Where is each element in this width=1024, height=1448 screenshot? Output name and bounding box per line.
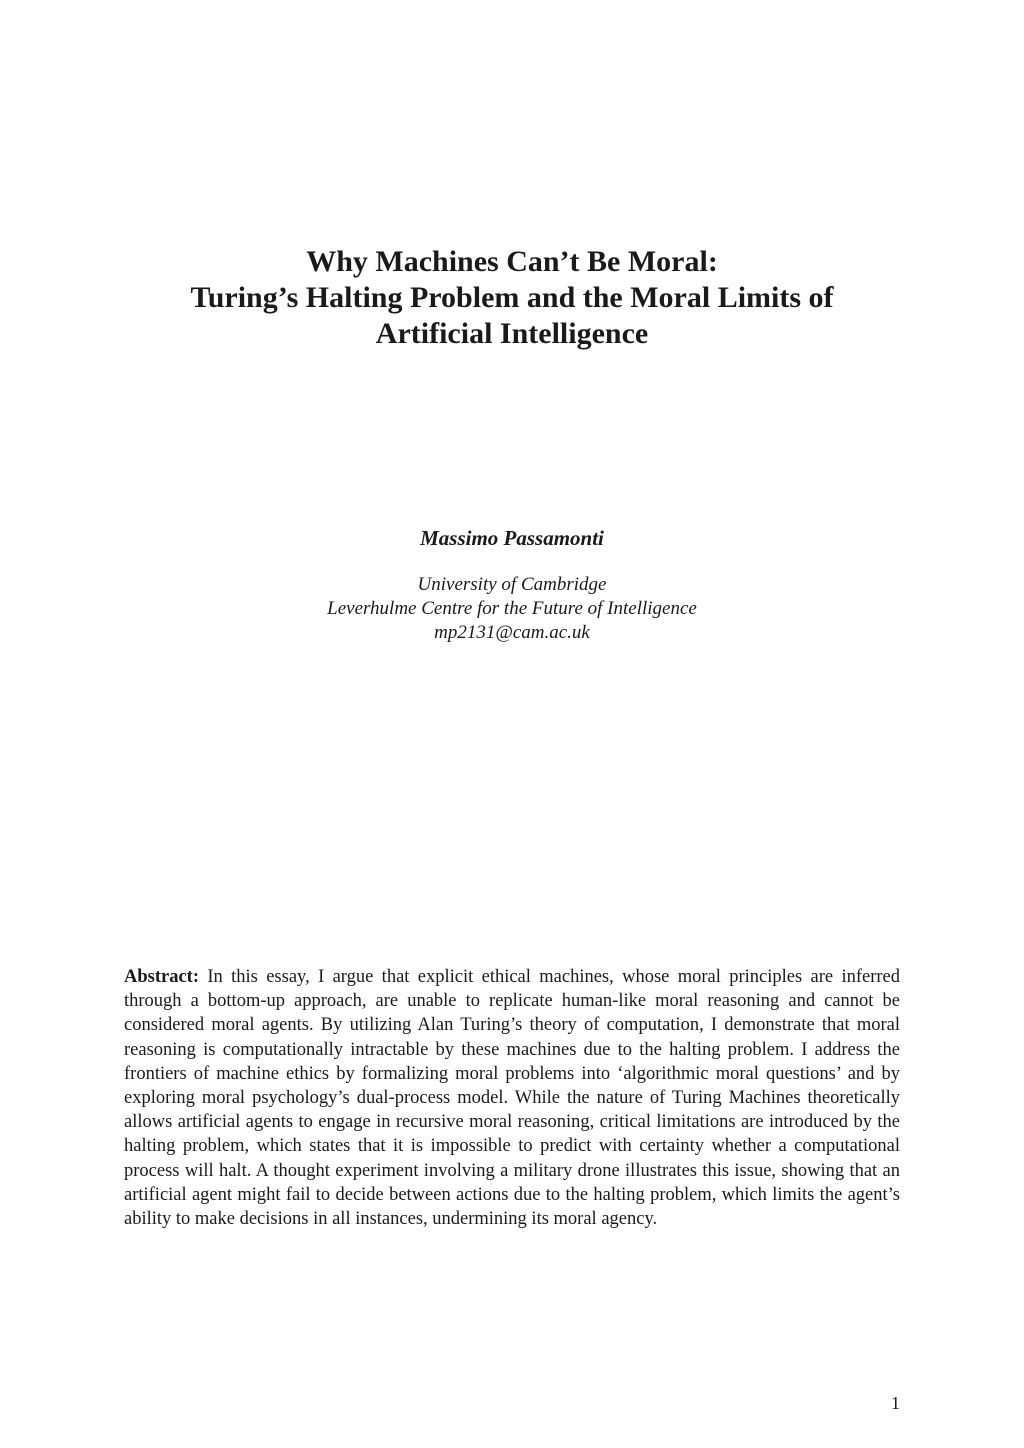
title-line-2: Turing’s Halting Problem and the Moral Limits of bbox=[190, 281, 834, 314]
affiliation-university: University of Cambridge bbox=[417, 574, 607, 595]
author-email: mp2131@cam.ac.uk bbox=[434, 622, 590, 643]
abstract bbox=[124, 965, 900, 1231]
page-number: 1 bbox=[891, 1393, 900, 1413]
title-line-1: Why Machines Can’t Be Moral: bbox=[306, 245, 718, 278]
affiliation-centre: Leverhulme Centre for the Future of Intelligence bbox=[327, 598, 697, 619]
paper-title bbox=[0, 244, 1024, 352]
title-line-3: Artificial Intelligence bbox=[375, 317, 649, 350]
author-name: Massimo Passamonti bbox=[420, 526, 604, 550]
abstract-label: Abstract: bbox=[124, 967, 200, 987]
author-block bbox=[0, 525, 1024, 645]
abstract-text: In this essay, I argue that explicit ethical machines, whose moral principles are inferred through a bottom-up approach, are unable to replicate human-like moral reasoning and cannot be considered moral agents. By utilizing Alan Turing’s theory of computation, I demonstrate that moral reasoning is computationally intractable by these machines due to the halting problem. I address the frontiers of machine ethics by formalizing moral problems into ‘algorithmic moral questions’ and by exploring moral psychology’s dual-process model. While the nature of Turing Machines theoretically allows artificial agents to engage in recursive moral reasoning, critical limitations are introduced by the halting problem, which states that it is impossible to predict with certainty whether a computational process will halt. A thought experiment involving a military drone illustrates this issue, showing that an artificial agent might fail to decide between actions due to the halting problem, which limits the agent’s ability to make decisions in all instances, undermining its moral agency. bbox=[124, 967, 901, 1230]
